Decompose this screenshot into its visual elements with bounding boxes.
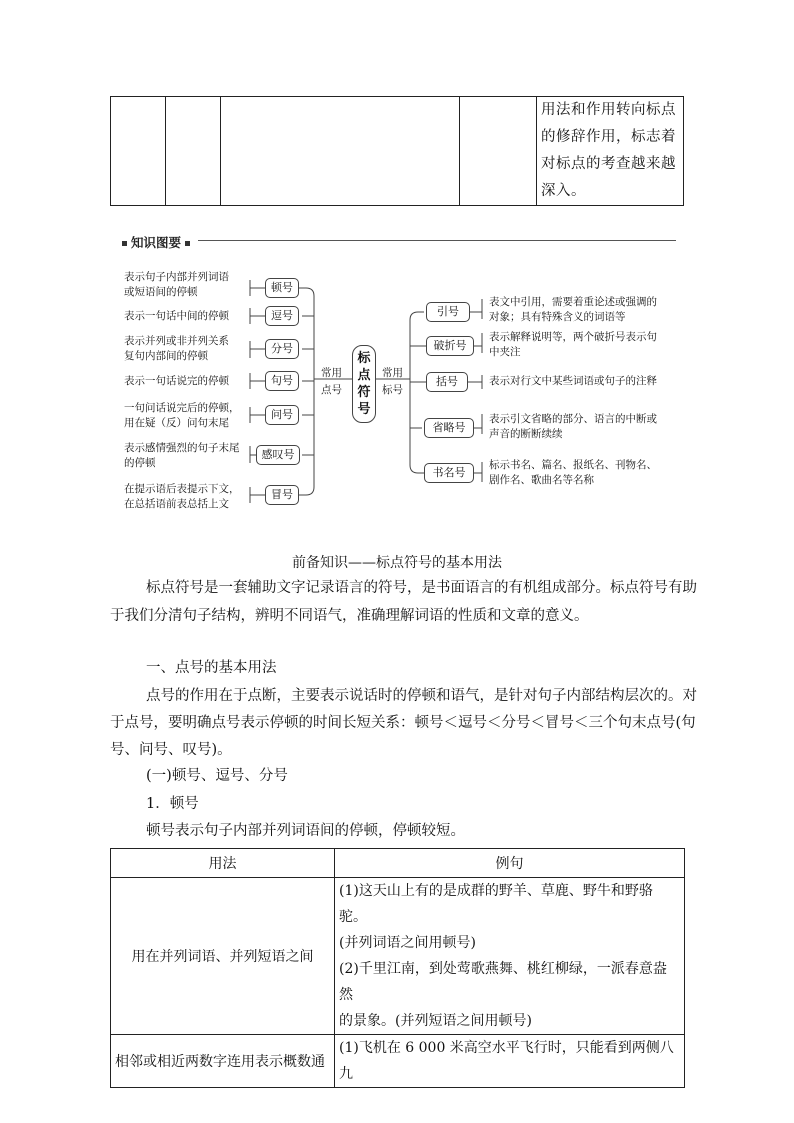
subsection-heading: (一)顿号、逗号、分号 (146, 768, 288, 784)
punct-box-maohao: 冒号 (265, 485, 299, 505)
square-bullet-icon (122, 241, 127, 246)
paragraph-line: 号、问号、叹号)。 (110, 742, 232, 758)
section-heading: 一、点号的基本用法 (146, 660, 277, 676)
center-char: 标 (357, 351, 371, 366)
example-line: (1)这天山上有的是成群的野羊、草鹿、野牛和野骆驼。 (339, 883, 653, 925)
paragraph-line: 于点号，要明确点号表示停顿的时间长短关系：顿号＜逗号＜分号＜冒号＜三个句末点号(句 (110, 715, 696, 731)
diagram-desc: 表示感情强烈的句子末尾 的停顿 (124, 442, 240, 469)
table-divider (459, 97, 460, 205)
center-title-box (352, 345, 376, 423)
section-title: 知识图要 (131, 235, 182, 250)
paragraph-line: 顿号表示句子内部并列词语间的停顿，停顿较短。 (146, 823, 465, 839)
table-divider (165, 97, 166, 205)
paragraph-line: 点号的作用在于点断，主要表示说话时的停顿和语气，是针对句子内部结构层次的。对 (146, 688, 697, 704)
table-cell-text: 用法和作用转向标点的修辞作用，标志着对标点的考查越来越深入。 (541, 102, 676, 199)
diagram-desc: 表示并列或非并列关系 复句内部间的停顿 (124, 335, 229, 362)
center-char: 符 (357, 385, 371, 400)
table-row (111, 1035, 685, 1088)
diagram-desc: 表示句子内部并列词语 或短语间的停顿 (124, 271, 229, 298)
table-header-cell: 用法 (111, 849, 335, 878)
knowledge-diagram (0, 255, 794, 525)
example-line: (2)千里江南，到处莺歌燕舞、桃红柳绿，一派春意盎然 (339, 961, 667, 1003)
punct-box-fenhao: 分号 (265, 339, 299, 359)
usage-cell: 用在并列词语、并列短语之间 (111, 878, 335, 1035)
diagram-desc: 表示引文省略的部分、语言的中断或 声音的断断续续 (489, 413, 657, 440)
example-note: (并列词语之间用顿号) (339, 935, 476, 951)
punct-box-gantanhao: 感叹号 (256, 445, 300, 465)
usage-cell: 相邻或相近两数字连用表示概数通 (111, 1035, 335, 1088)
table-divider (220, 97, 221, 205)
punct-box-pozhehao: 破折号 (426, 336, 474, 356)
paragraph-line: 标点符号是一套辅助文字记录语言的符号，是书面语言的有机组成部分。标点符号有助 (146, 580, 697, 596)
section-rule (198, 240, 676, 241)
center-char: 号 (357, 402, 371, 417)
table-divider (536, 97, 537, 205)
paragraph-line: 于我们分清句子结构，辨明不同语气，准确理解词语的性质和文章的意义。 (110, 608, 589, 624)
example-cell (335, 878, 685, 1035)
usage-table (110, 848, 685, 1088)
punct-box-shenglvehao: 省略号 (424, 418, 474, 438)
continuation-table (110, 96, 684, 206)
branch-label-dianhao: 常用 点号 (321, 367, 342, 396)
punct-box-shumingghao: 书名号 (424, 463, 474, 483)
diagram-desc: 表示解释说明等，两个破折号表示句 中夹注 (489, 331, 657, 358)
diagram-desc: 表示一句话中间的停顿 (124, 310, 229, 322)
center-char: 点 (357, 368, 371, 383)
punct-box-juhao: 句号 (265, 371, 299, 391)
punct-box-dunhao: 顿号 (265, 278, 299, 298)
example-line: 的景象。(并列短语之间用顿号) (339, 1013, 532, 1029)
page-heading: 前备知识——标点符号的基本用法 (292, 555, 502, 571)
table-row (111, 878, 685, 1035)
punct-box-douhao: 逗号 (265, 306, 299, 326)
diagram-desc: 标示书名、篇名、报纸名、刊物名、 剧作名、歌曲名等名称 (489, 459, 657, 486)
section-header (118, 233, 194, 251)
punct-box-wenhao: 问号 (265, 405, 299, 425)
subsection-item: 1．顿号 (146, 796, 199, 812)
diagram-desc: 在提示语后表提示下文， 在总括语前表总括上文 (124, 483, 240, 510)
diagram-desc: 表文中引用，需要着重论述或强调的 对象；具有特殊含义的词语等 (489, 296, 657, 323)
example-cell: (1)飞机在 6 000 米高空水平飞行时，只能看到两侧八九 (335, 1035, 685, 1088)
diagram-desc: 一句问话说完后的停顿， 用在疑（反）问句末尾 (124, 402, 240, 429)
table-header-row (111, 849, 685, 878)
branch-label-biaohao: 常用 标号 (382, 367, 403, 396)
diagram-desc: 表示对行文中某些词语或句子的注释 (489, 375, 657, 387)
punct-box-kuohao: 括号 (426, 372, 468, 392)
square-bullet-icon (185, 241, 190, 246)
punct-box-yinhao: 引号 (426, 302, 470, 322)
table-header-cell: 例句 (335, 849, 685, 878)
diagram-desc: 表示一句话说完的停顿 (124, 375, 229, 387)
